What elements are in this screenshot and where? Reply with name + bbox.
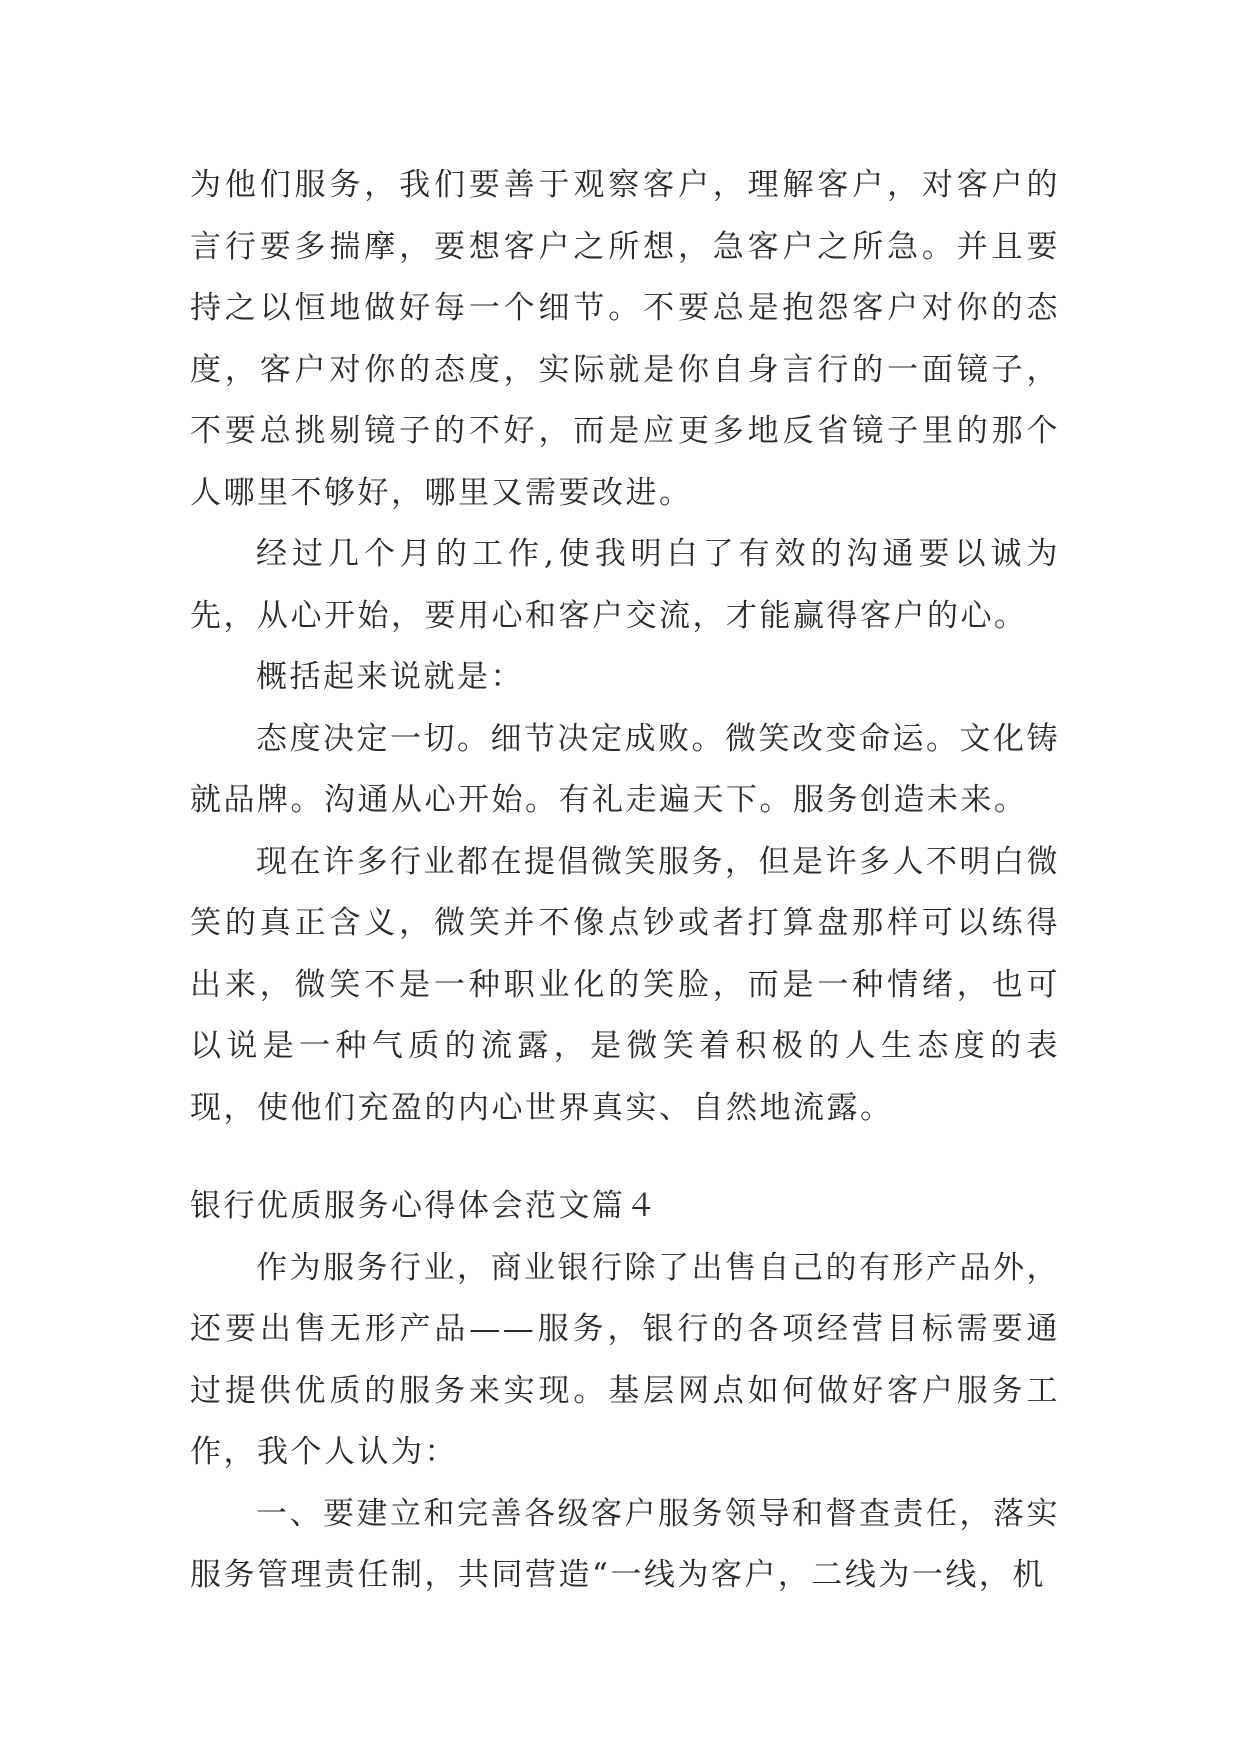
- section-heading: 银行优质服务心得体会范文篇４: [190, 1188, 659, 1224]
- document-body: [190, 155, 1060, 1607]
- paragraph: 经过几个月的工作,使我明白了有效的沟通要以诚为先，从心开始，要用心和客户交流，才能赢得客户的心。: [190, 536, 1060, 634]
- paragraph: 为他们服务，我们要善于观察客户，理解客户，对客户的言行要多揣摩，要想客户之所想，急客户之所急。并且要持之以恒地做好每一个细节。不要总是抱怨客户对你的态度，客户对你的态度，实际就是你自身言行的一面镜子，不要总挑剔镜子的不好，而是应更多地反省镜子里的那个人哪里不够好，哪里又需要改进。: [190, 167, 1060, 511]
- paragraph: 态度决定一切。细节决定成败。微笑改变命运。文化铸就品牌。沟通从心开始。有礼走遍天下。服务创造未来。: [190, 720, 1060, 818]
- paragraph: 现在许多行业都在提倡微笑服务，但是许多人不明白微笑的真正含义，微笑并不像点钞或者打算盘那样可以练得出来，微笑不是一种职业化的笑脸，而是一种情绪，也可以说是一种气质的流露，是微笑着积极的人生态度的表现，使他们充盈的内心世界真实、自然地流露。: [190, 843, 1060, 1126]
- paragraph: 作为服务行业，商业银行除了出售自己的有形产品外，还要出售无形产品——服务，银行的各项经营目标需要通过提供优质的服务来实现。基层网点如何做好客户服务工作，我个人认为：: [190, 1249, 1060, 1470]
- paragraph: 一、要建立和完善各级客户服务领导和督查责任，落实服务管理责任制，共同营造“一线为客户，二线为一线，机: [190, 1495, 1060, 1593]
- paragraph: 概括起来说就是：: [256, 659, 524, 695]
